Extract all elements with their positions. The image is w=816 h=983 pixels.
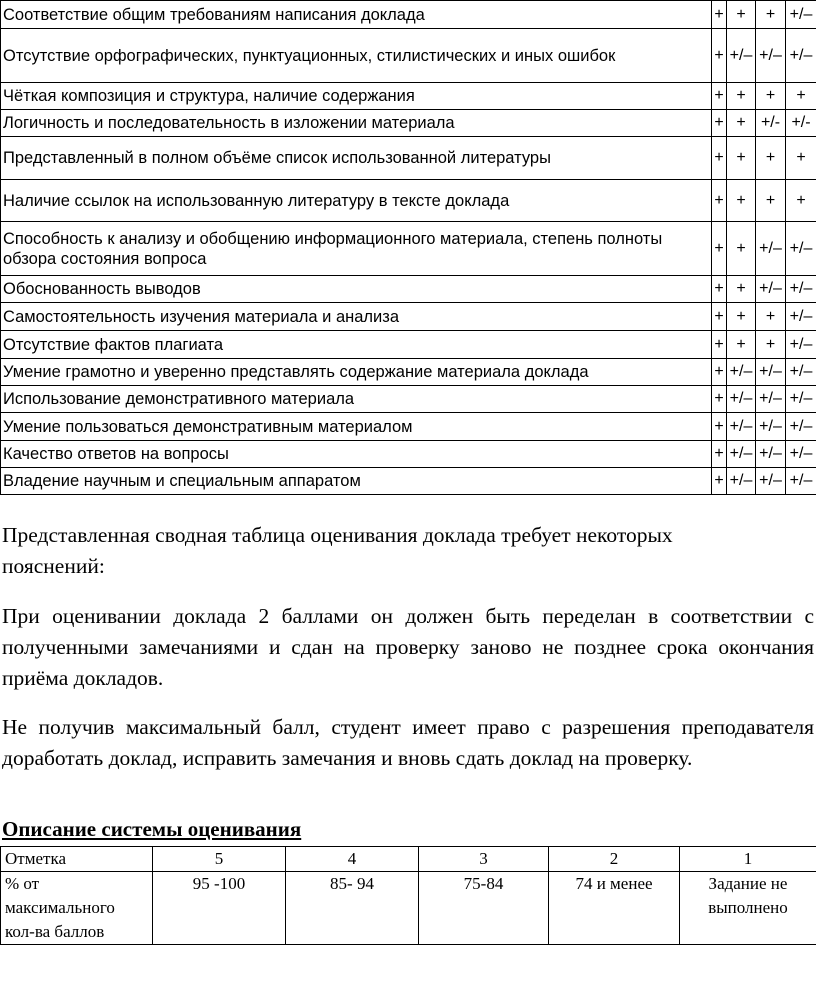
- criteria-mark: +: [712, 386, 727, 413]
- criteria-label: Чёткая композиция и структура, наличие содержания: [1, 83, 712, 110]
- criteria-mark: +: [712, 83, 727, 110]
- criteria-row: [1, 359, 816, 386]
- criteria-mark: +: [712, 222, 727, 276]
- criteria-mark: +/–: [756, 386, 786, 413]
- criteria-mark: +/–: [786, 222, 816, 276]
- criteria-mark: +: [727, 276, 756, 303]
- criteria-mark: +: [727, 110, 756, 137]
- criteria-mark: +/–: [756, 413, 786, 441]
- criteria-mark: +/–: [786, 276, 816, 303]
- criteria-row: [1, 276, 816, 303]
- criteria-row: [1, 180, 816, 222]
- criteria-mark: +: [712, 468, 727, 495]
- criteria-mark: +: [727, 83, 756, 110]
- criteria-mark: +: [727, 222, 756, 276]
- criteria-mark: +: [786, 137, 816, 180]
- criteria-mark: +: [727, 303, 756, 331]
- criteria-row: [1, 441, 816, 468]
- grading-table: [0, 846, 816, 945]
- criteria-mark: +/–: [727, 29, 756, 83]
- criteria-label: Представленный в полном объёме список использованной литературы: [1, 137, 712, 180]
- range-row: [1, 872, 816, 945]
- criteria-mark: +: [712, 1, 727, 29]
- paragraph-intro: Представленная сводная таблица оценивания доклада требует некоторых пояснений:: [2, 523, 673, 578]
- range-cell: Задание не выполнено: [680, 872, 816, 945]
- grading-heading: Описание системы оценивания: [2, 817, 302, 841]
- criteria-row: [1, 303, 816, 331]
- criteria-label: Соответствие общим требованиям написания доклада: [1, 1, 712, 29]
- criteria-row: [1, 83, 816, 110]
- criteria-label: Умение грамотно и уверенно представлять содержание материала доклада: [1, 359, 712, 386]
- criteria-mark: +: [756, 180, 786, 222]
- criteria-label: Способность к анализу и обобщению информационного материала, степень полноты обзора состояния вопроса: [1, 222, 712, 276]
- grade-cell: 3: [419, 847, 549, 872]
- criteria-label: Самостоятельность изучения материала и анализа: [1, 303, 712, 331]
- grade-cell: 1: [680, 847, 816, 872]
- criteria-mark: +: [756, 303, 786, 331]
- criteria-mark: +: [712, 137, 727, 180]
- criteria-mark: +: [712, 441, 727, 468]
- criteria-mark: +/–: [727, 359, 756, 386]
- criteria-mark: +/–: [786, 1, 816, 29]
- criteria-label: Отсутствие орфографических, пунктуационных, стилистических и иных ошибок: [1, 29, 712, 83]
- criteria-mark: +/–: [786, 386, 816, 413]
- range-cell: 95 -100: [153, 872, 286, 945]
- criteria-label: Наличие ссылок на использованную литературу в тексте доклада: [1, 180, 712, 222]
- criteria-label: Владение научным и специальным аппаратом: [1, 468, 712, 495]
- grade-row-label: Отметка: [1, 847, 153, 872]
- criteria-label: Обоснованность выводов: [1, 276, 712, 303]
- grade-cell: 4: [286, 847, 419, 872]
- criteria-mark: +/-: [786, 110, 816, 137]
- range-row-label: % от максимального кол-ва баллов: [1, 872, 153, 945]
- criteria-mark: +: [756, 331, 786, 359]
- criteria-label: Использование демонстративного материала: [1, 386, 712, 413]
- criteria-mark: +/–: [786, 303, 816, 331]
- criteria-mark: +/–: [727, 468, 756, 495]
- criteria-label: Логичность и последовательность в изложении материала: [1, 110, 712, 137]
- criteria-mark: +: [712, 276, 727, 303]
- criteria-mark: +: [727, 1, 756, 29]
- criteria-mark: +: [756, 83, 786, 110]
- criteria-mark: +: [712, 110, 727, 137]
- criteria-mark: +: [712, 29, 727, 83]
- criteria-mark: +: [786, 180, 816, 222]
- criteria-mark: +: [756, 137, 786, 180]
- criteria-mark: +: [727, 137, 756, 180]
- criteria-mark: +/–: [756, 29, 786, 83]
- criteria-label: Умение пользоваться демонстративным материалом: [1, 413, 712, 441]
- paragraph-two-points: При оценивании доклада 2 баллами он должен быть переделан в соответствии с полученными замечаниями и сдан на проверку заново не позднее срока окончания приёма докладов.: [2, 604, 815, 690]
- criteria-mark: +/–: [756, 359, 786, 386]
- grade-row: [1, 847, 816, 872]
- criteria-label: Отсутствие фактов плагиата: [1, 331, 712, 359]
- criteria-mark: +/–: [756, 468, 786, 495]
- criteria-row: [1, 1, 816, 29]
- criteria-mark: +/–: [786, 29, 816, 83]
- criteria-mark: +: [727, 180, 756, 222]
- grade-cell: 2: [549, 847, 680, 872]
- criteria-row: [1, 331, 816, 359]
- criteria-mark: +/–: [727, 413, 756, 441]
- range-cell: 85- 94: [286, 872, 419, 945]
- criteria-mark: +/–: [786, 359, 816, 386]
- paragraph-improvement: Не получив максимальный балл, студент имеет право с разрешения преподавателя доработать доклад, исправить замечания и вновь сдать доклад на проверку.: [2, 715, 814, 770]
- criteria-mark: +/–: [786, 413, 816, 441]
- criteria-mark: +/-: [756, 110, 786, 137]
- criteria-label: Качество ответов на вопросы: [1, 441, 712, 468]
- criteria-mark: +/–: [786, 441, 816, 468]
- criteria-mark: +: [786, 83, 816, 110]
- criteria-mark: +: [756, 1, 786, 29]
- criteria-row: [1, 222, 816, 276]
- criteria-mark: +: [712, 303, 727, 331]
- criteria-mark: +/–: [756, 441, 786, 468]
- criteria-row: [1, 137, 816, 180]
- range-cell: 75-84: [419, 872, 549, 945]
- range-cell: 74 и менее: [549, 872, 680, 945]
- criteria-mark: +: [727, 331, 756, 359]
- criteria-row: [1, 110, 816, 137]
- criteria-row: [1, 468, 816, 495]
- criteria-mark: +/–: [786, 468, 816, 495]
- criteria-mark: +/–: [756, 222, 786, 276]
- grade-cell: 5: [153, 847, 286, 872]
- criteria-mark: +: [712, 359, 727, 386]
- criteria-mark: +/–: [756, 276, 786, 303]
- criteria-row: [1, 413, 816, 441]
- criteria-mark: +: [712, 331, 727, 359]
- criteria-mark: +: [712, 180, 727, 222]
- criteria-mark: +/–: [727, 441, 756, 468]
- criteria-mark: +/–: [786, 331, 816, 359]
- criteria-row: [1, 386, 816, 413]
- criteria-row: [1, 29, 816, 83]
- criteria-mark: +/–: [727, 386, 756, 413]
- criteria-mark: +: [712, 413, 727, 441]
